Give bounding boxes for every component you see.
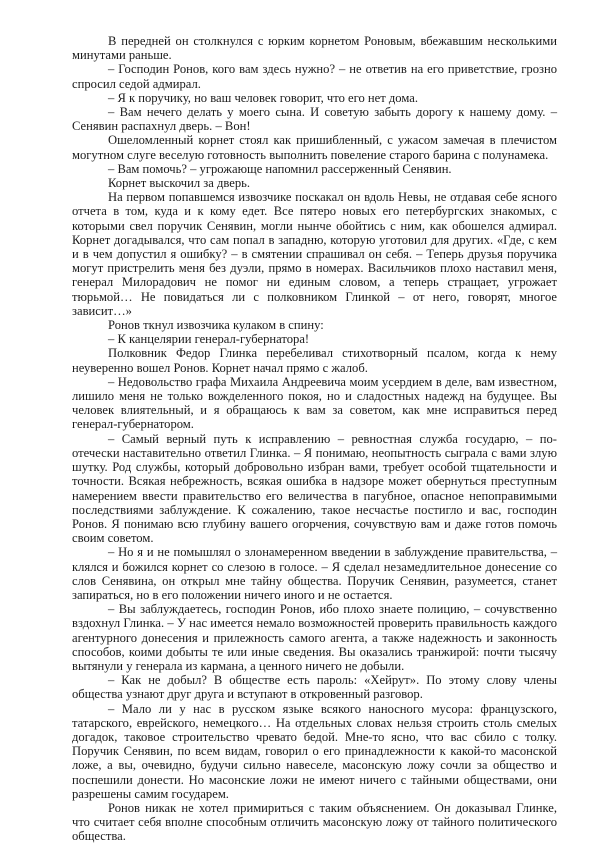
paragraph: – Мало ли у нас в русском языке всякого наносного мусора: французского, татарского, еврейского, немецкого… На отдельных словах нельзя строить столь смелых догадок, таковое строительство чревато бедой. Мне-то ясно, что вас сбило с толку. Поручик Сенявин, по всем видам, говорил о его принадлежности к какой-то масонской ложе, а вы, очевидно, будучи сильно навеселе, масонскую ложу сочли за общество и поспешили донести. Но масонские ложи не имеют ничего с тайными обществами, они разрешены самим государем. [72, 701, 557, 801]
paragraph: – Недовольство графа Михаила Андреевича моим усердием в деле, вам известном, лишило меня не только вожделенного покоя, но и сладостных надежд на будущее. Вы человек влиятельный, и я обращаюсь к вам за советом, как мне исправиться перед генерал-губернатором. [72, 374, 557, 432]
paragraph: – Но я и не помышлял о злонамеренном введении в заблуждение правительства, – клялся и божился корнет со слезою в голосе. – Я сделал незамедлительное донесение со слов Сенявина, он открыл мне тайну общества. Поручик Сенявин, разумеется, станет запираться, но в его положении ничего иного и не остается. [72, 545, 557, 602]
paragraph: Ронов ткнул извозчика кулаком в спину: [108, 318, 324, 333]
paragraph: В передней он столкнулся с юрким корнетом Роновым, вбежавшим несколькими минутами раньше. [72, 34, 557, 63]
paragraph: – Вам помочь? – угрожающе напомнил рассерженный Сенявин. [108, 161, 452, 176]
paragraph: На первом попавшемся извозчике поскакал он вдоль Невы, не отдавая себе ясного отчета в том, куда и к кому едет. Все пятеро новых его петербургских знакомых, с которыми свел поручик Сенявин, могли нынче обойтись с ним, как обошелся адмирал. Корнет догадывался, что сам попал в западню, которую уготовил для других. «Где, с кем и в чем допустил я ошибку? – в смятении спрашивал он себя. – Теперь друзья поручика могут пристрелить меня без дуэли, прямо в номерах. Васильчиков плохо наставил меня, генерал Милорадович не помог ни единым словом, а теперь стращает, угрожает тюрьмой… Не повидаться ли с полковником Глинкой – от него, говорят, многое зависит…» [72, 190, 557, 318]
paragraph: Полковник Федор Глинка перебеливал стихотворный псалом, когда к нему неуверенно вошел Ронов. Корнет начал прямо с жалоб. [72, 346, 557, 375]
document-page [72, 34, 557, 844]
paragraph: Ошеломленный корнет стоял как пришибленный, с ужасом замечая в плечистом могутном слуге веселую готовность выполнить повеление старого барина с полунамека. [72, 133, 557, 162]
paragraph: – Господин Ронов, кого вам здесь нужно? – не ответив на его приветствие, грозно спросил седой адмирал. [72, 62, 557, 91]
paragraph: – Я к поручику, но ваш человек говорит, что его нет дома. [108, 90, 418, 105]
paragraph: – Вам нечего делать у моего сына. И советую забыть дорогу к нашему дому. – Сенявин распахнул дверь. – Вон! [72, 105, 557, 134]
paragraph: – Вы заблуждаетесь, господин Ронов, ибо плохо знаете полицию, – сочувственно вздохнул Глинка. – У нас имеется немало возможностей проверить правильность каждого агентурного донесения и прилежность самого агента, а также надежность и законность способов, коими добыты те или иные сведения. Вы оказались транжирой: почти тысячу вытянули у генерала из кармана, а ценного ничего не добыли. [72, 602, 557, 673]
paragraph: Корнет выскочил за дверь. [108, 176, 251, 191]
paragraph: Ронов никак не хотел примириться с таким объяснением. Он доказывал Глинке, что считает себя вполне способным отличить масонскую ложу от тайного политического общества. [72, 800, 557, 844]
paragraph: – К канцелярии генерал-губернатора! [108, 332, 310, 347]
paragraph: – Как не добыл? В обществе есть пароль: «Хейрут». По этому слову члены общества узнают друг друга и вступают в откровенный разговор. [72, 673, 557, 702]
paragraph: – Самый верный путь к исправлению – ревностная служба государю, – по-отечески наставительно ответил Глинка. – Я понимаю, неопытность сыграла с вами злую шутку. Род службы, который добровольно избран вами, требует особой тщательности и точности. Всякая небрежность, всякая ошибка в надзоре может обернуться преступным намерением ввести правительство его величества в пагубное, опасное непоправимыми последствиями заблуждение. К сожалению, такое несчастье постигло и вас, господин Ронов. Я понимаю всю глубину вашего огорчения, сочувствую вам и даже готов помочь своим советом. [72, 431, 557, 546]
